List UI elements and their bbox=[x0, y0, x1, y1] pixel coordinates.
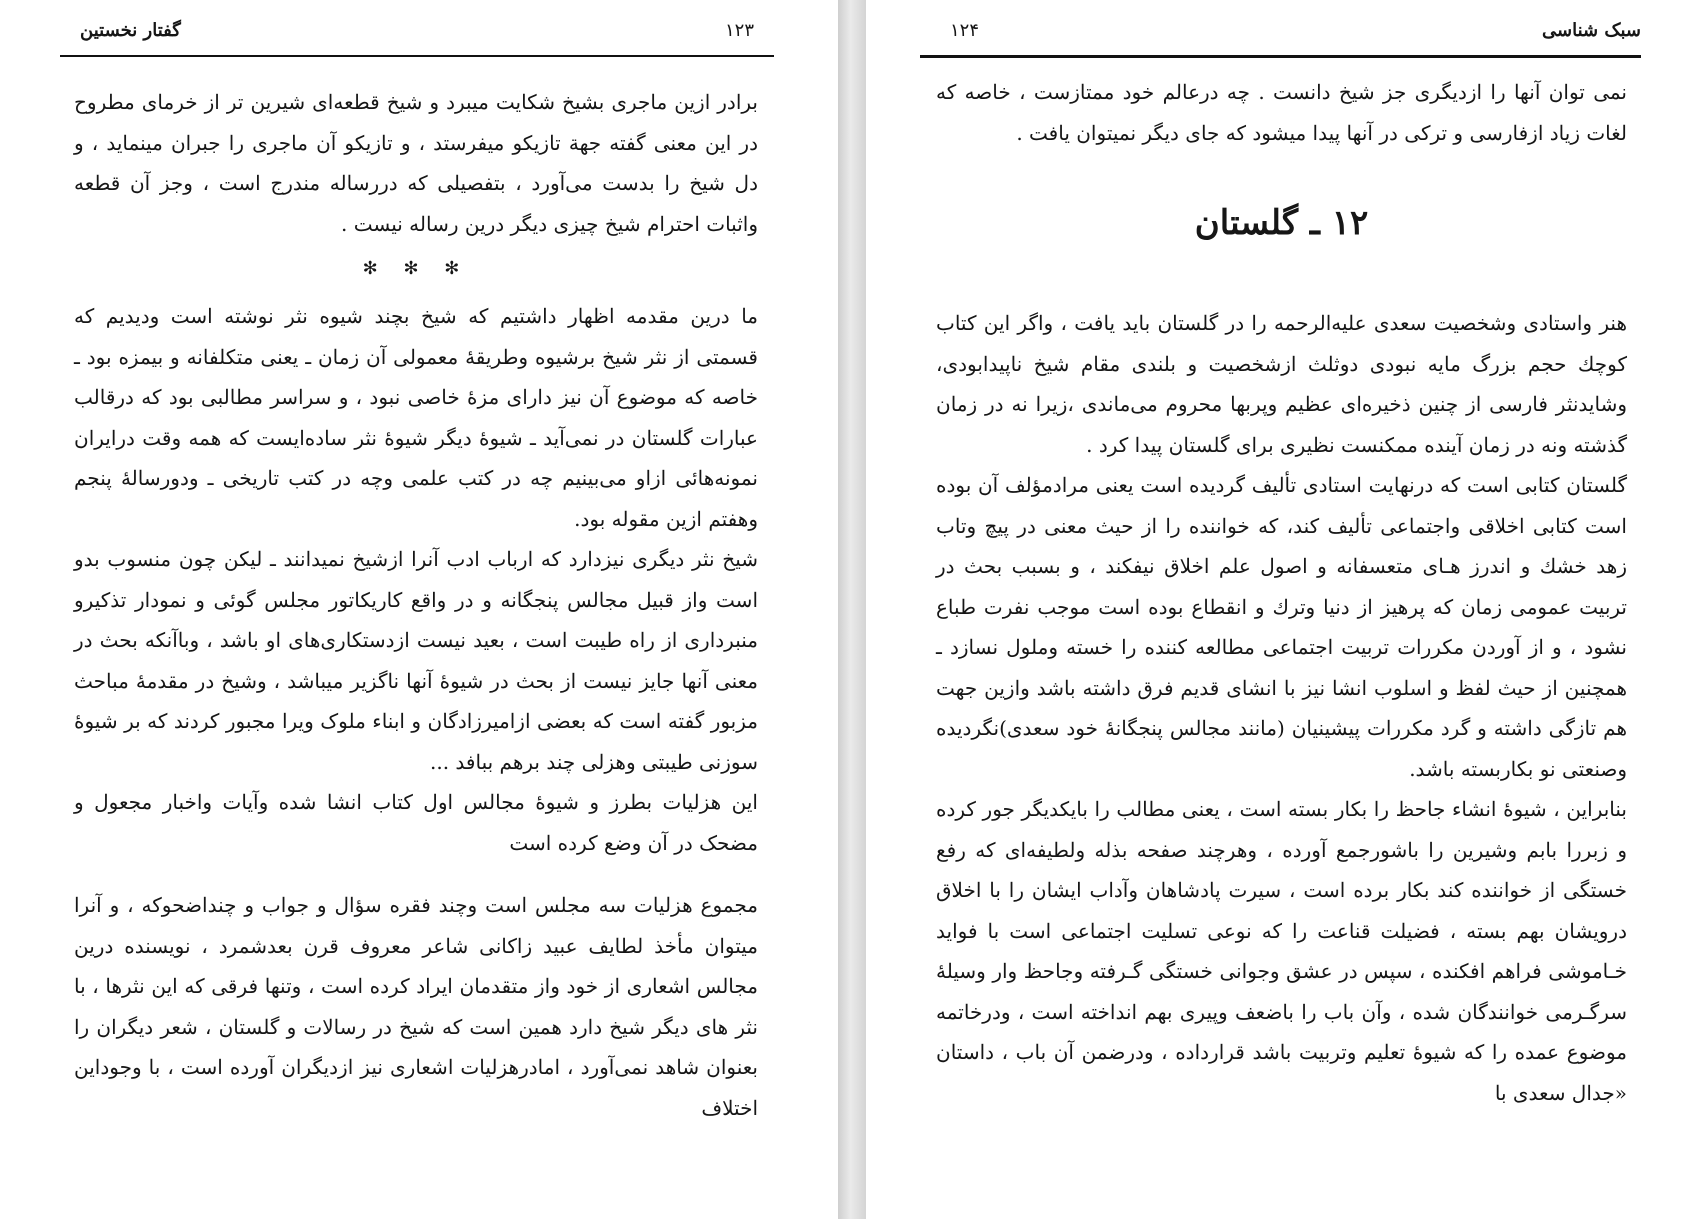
right-paragraph-2: هنر واستادی وشخصیت سعدی علیه‌الرحمه را در گلستان باید یافت ، واگر این کتاب کوچك حجم بزرگ مایه نبودی دوثلث ازشخصیت و بلندی مقام شیخ ناپیدابودی، وشایدنثر فارسی از چنین ذخیره‌ای عظیم وپربها محروم می‌ماندی ،زیرا نه در زمان گذشته ونه در زمان آینده ممکنست نظیری برای گلستان پیدا کرد . bbox=[936, 311, 1627, 457]
right-header-rule bbox=[920, 55, 1641, 58]
right-paragraph-4: بنابراین ، شیوهٔ انشاء جاحظ را بکار بسته است ، یعنی مطالب را بایکدیگر جور کرده و زبررا بابم وشیرین را باشورجمع آورده ، وهرچند صفحه بذله ولطیفه‌ای که رفع خستگی از خواننده کند بکار برده است ، سیرت پادشاهان وآداب ایشان را با اخلاق درویشان بهم بسته ، فضیلت قناعت را که نوعی تسلیت اجتماعی است با فواید خـاموشی فراهم افکنده ، سپس در عشق وجوانی خستگی گـرفته وجاحظ وار وسیلهٔ سرگـرمی خوانندگان شده ، وآن باب را باضعف وپیری بهم انداخته است ، ودرخاتمه موضوع عمده را که شیوهٔ تعلیم وتربیت باشد قرارداده ، ودرضمن آن باب ، داستان «جدال سعدی با bbox=[936, 797, 1627, 1105]
right-paragraph-3: گلستان کتابی است که درنهایت استادی تألیف گردیده است یعنی مرادمؤلف آن بوده است کتابی اخلاقی واجتماعی تألیف کند، که خواننده را از حیث معنی در پیچ وتاب زهد خشك و اندرز هـای متعسفانه و اصول علم اخلاق نیفکند ، و بسبب بحث در تربیت عمومی زمان که پرهیز از دنیا وترك و انقطاع بوده است موجب نفرت طباع نشود ، و از آوردن مکررات تربیت اجتماعی مطالعه کننده را خسته وملول نسازد ـ همچنین از حیث لفظ و اسلوب انشا نیز با انشای قدیم فرق داشته باشد وازین جهت هم تازگی داشته و گرد مکررات پیشینیان (مانند مجالس پنجگانهٔ خود سعدی)نگردیده وصنعتی نو بکاربسته باشد. bbox=[936, 473, 1627, 781]
section-separator: ✻ ✻ ✻ bbox=[362, 258, 470, 279]
chapter-heading: ۱۲ ـ گلستان bbox=[1194, 203, 1369, 243]
left-paragraph-1: برادر ازین ماجری بشیخ شکایت میبرد و شیخ قطعه‌ای شیرین تر از خرمای مطروح در این معنی گفته جهة تازیکو میفرستد ، و تازیکو آن ماجری را جبران مینماید ، و دل شیخ را بدست می‌آورد ، بتفصیلی که دررساله مندرج است ، وجز آن قطعه واثبات احترام شیخ چیزی دیگر درین رساله نیست . bbox=[74, 90, 758, 236]
left-paragraph-4: این هزلیات بطرز و شیوهٔ مجالس اول کتاب انشا شده وآیات واخبار مجعول و مضحک در آن وضع کرده است bbox=[74, 790, 758, 855]
right-page bbox=[866, 0, 1691, 1219]
left-page-number: ۱۲۳ bbox=[724, 20, 754, 41]
left-page bbox=[0, 0, 838, 1219]
right-page-body bbox=[936, 72, 1627, 1113]
right-paragraph-1: نمی توان آنها را ازدیگری جز شیخ دانست . چه درعالم خود ممتازست ، خاصه که لغات زیاد ازفارسی و ترکی در آنها پیدا میشود که جای دیگر نمیتوان یافت . bbox=[936, 80, 1627, 145]
left-paragraph-5: مجموع هزلیات سه مجلس است وچند فقره سؤال و جواب و چنداضحوکه ، و آنرا میتوان مأخذ لطایف عبید زاکانی شاعر معروف قرن بعدشمرد ، نویسنده درین مجالس اشعاری از خود واز متقدمان ایراد کرده است ، وتنها فرقی که این نثرها ، با نثر های دیگر شیخ دارد همین است که شیخ در رسالات و گلستان ، شعر دیگران را بعنوان شاهد نمی‌آورد ، امادرهزلیات اشعاری نیز ازدیگران آورده است ، با وجوداین اختلاف bbox=[74, 893, 758, 1120]
left-paragraph-3: شیخ نثر دیگری نیزدارد که ارباب ادب آنرا ازشیخ نمیدانند ـ لیکن چون منسوب بدو است واز قبیل مجالس پنجگانه و در واقع کاریکاتور مجلس گوئی و نمودار تذکیرو منبرداری از راه طیبت است ، بعید نیست ازدستکاری‌های او باشد ، وباآنکه بحث در معنی آنها جایز نیست از بحث در شیوهٔ آنها ناگزیر میباشد ، وشیخ در مقدمهٔ مباحث مزبور گفته است که بعضی ازامیرزادگان و ابناء ملوک ویرا مجبور کردند که بر شیوهٔ سوزنی طیبتی وهزلی چند برهم ببافد ... bbox=[74, 547, 758, 774]
right-running-title: سبک شناسی bbox=[1542, 20, 1641, 41]
right-page-header bbox=[920, 18, 1641, 48]
left-header-rule bbox=[60, 55, 774, 57]
book-gutter bbox=[838, 0, 866, 1219]
left-paragraph-2: ما درین مقدمه اظهار داشتیم که شیخ بچند شیوه نثر نوشته است ودیدیم که قسمتی از نثر شیخ برشیوه وطریقهٔ معمولی آن زمان ـ یعنی متکلفانه و بیمزه بود ـ خاصه که موضوع آن نیز دارای مزهٔ خاصی نبود ، و سراسر مطالبی بود که درقالب عبارات گلستان در نمی‌آید ـ شیوهٔ دیگر شیوهٔ نثر ساده‌ایست که همه وقت درایران نمونه‌هائی ازاو می‌بینیم چه در کتب علمی وچه در کتب تاریخی ـ ودورسالهٔ پنجم وهفتم ازین مقوله بود. bbox=[74, 304, 758, 531]
left-page-body bbox=[74, 82, 758, 1128]
left-running-title: گفتار نخستین bbox=[80, 20, 181, 41]
right-page-number: ۱۲۴ bbox=[950, 20, 980, 41]
left-page-header bbox=[60, 18, 774, 48]
